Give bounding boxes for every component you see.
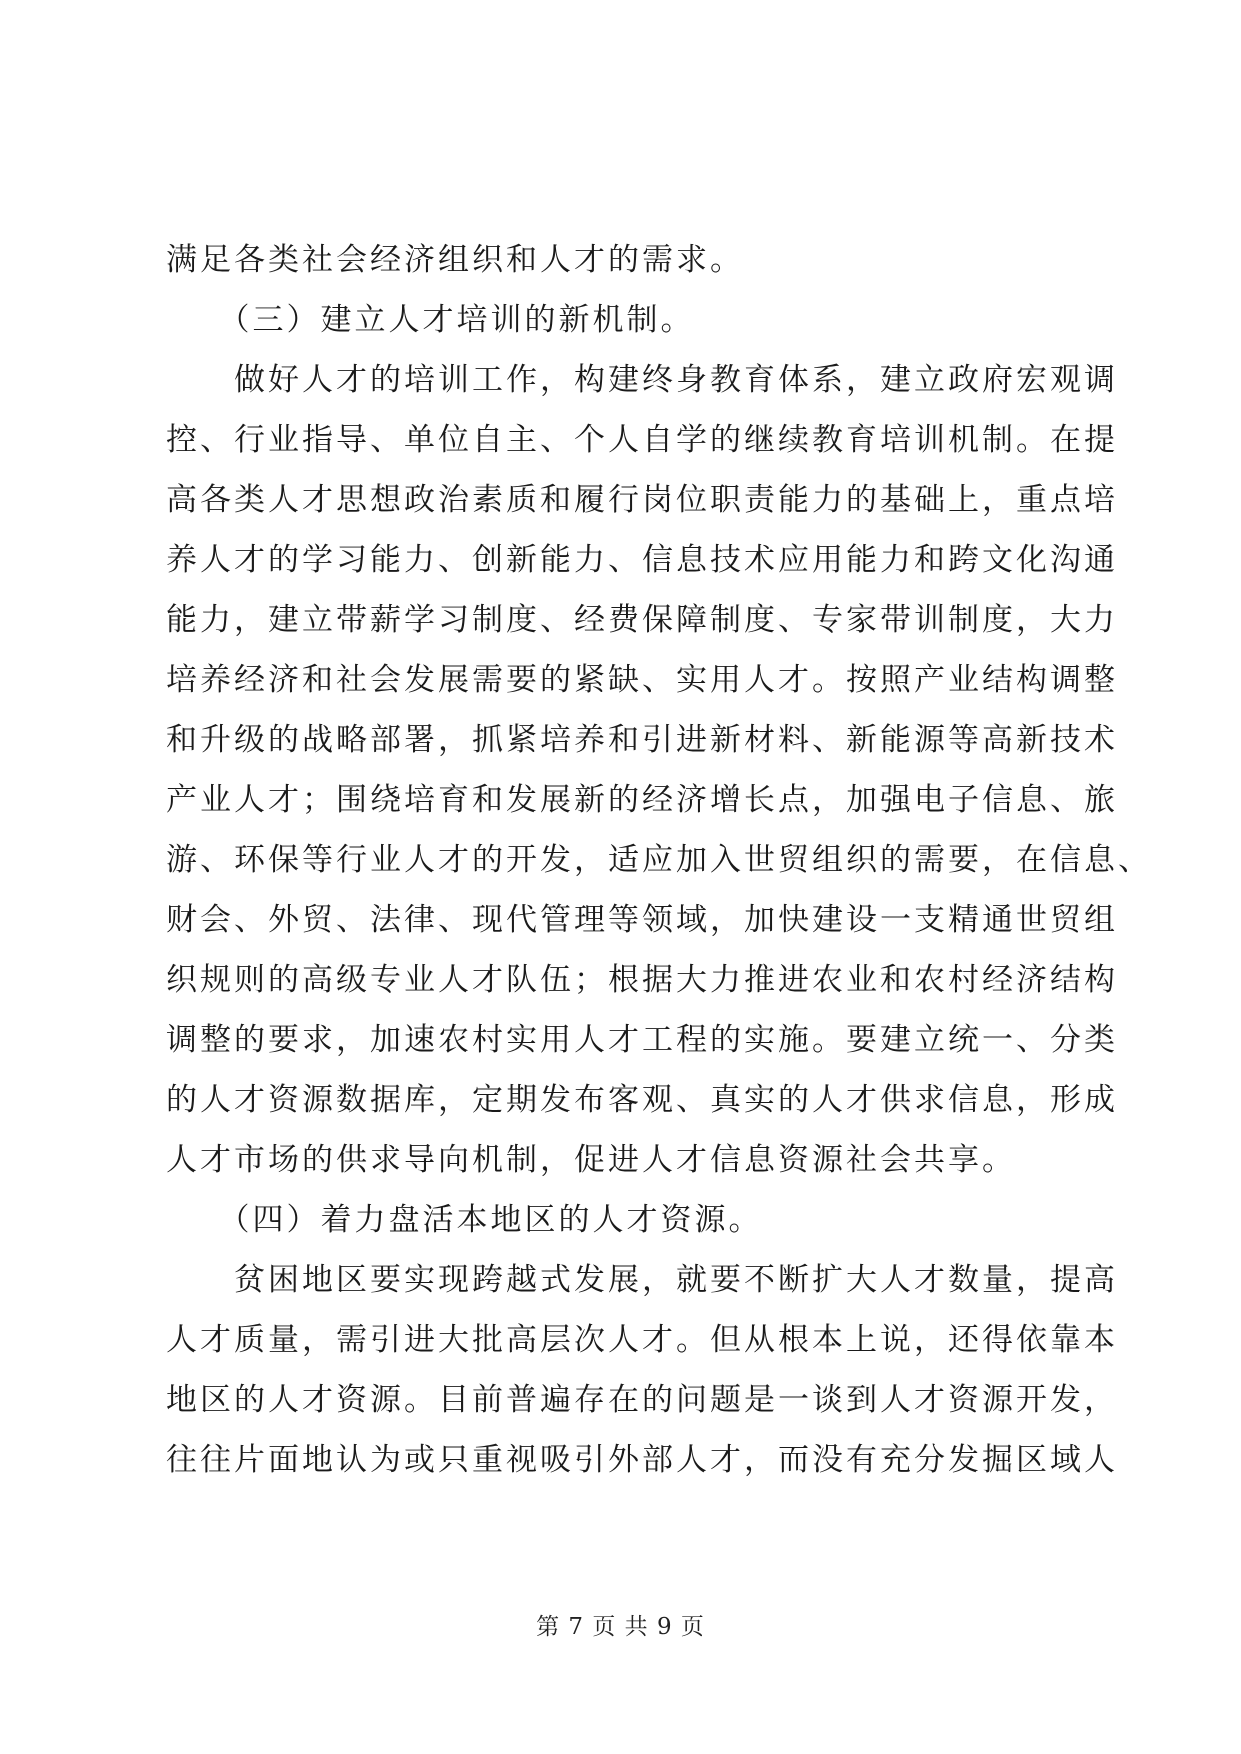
text-line: 往往片面地认为或只重视吸引外部人才，而没有充分发掘区域人 [166, 1442, 1118, 1478]
text-line: 财会、外贸、法律、现代管理等领域，加快建设一支精通世贸组 [166, 902, 1118, 938]
text-line: 满足各类社会经济组织和人才的需求。 [166, 242, 744, 278]
section-heading: （四）着力盘活本地区的人才资源。 [166, 1202, 763, 1238]
section-heading: （三）建立人才培训的新机制。 [166, 302, 695, 338]
page-number-footer: 第 7 页 共 9 页 [536, 1614, 705, 1640]
body-text [166, 230, 1152, 1490]
text-line: 游、环保等行业人才的开发，适应加入世贸组织的需要，在信息、 [166, 842, 1152, 878]
text-line: 人才质量，需引进大批高层次人才。但从根本上说，还得依靠本 [166, 1322, 1118, 1358]
text-line: 控、行业指导、单位自主、个人自学的继续教育培训机制。在提 [166, 422, 1118, 458]
text-line: 调整的要求，加速农村实用人才工程的实施。要建立统一、分类 [166, 1022, 1118, 1058]
text-line: 高各类人才思想政治素质和履行岗位职责能力的基础上，重点培 [166, 482, 1118, 518]
text-line: 地区的人才资源。目前普遍存在的问题是一谈到人才资源开发， [166, 1382, 1118, 1418]
text-line: 培养经济和社会发展需要的紧缺、实用人才。按照产业结构调整 [166, 662, 1118, 698]
text-line: 贫困地区要实现跨越式发展，就要不断扩大人才数量，提高 [166, 1262, 1118, 1298]
text-line: 做好人才的培训工作，构建终身教育体系，建立政府宏观调 [166, 362, 1118, 398]
text-line: 人才市场的供求导向机制，促进人才信息资源社会共享。 [166, 1142, 1016, 1178]
text-line: 养人才的学习能力、创新能力、信息技术应用能力和跨文化沟通 [166, 542, 1118, 578]
text-line: 和升级的战略部署，抓紧培养和引进新材料、新能源等高新技术 [166, 722, 1118, 758]
text-line: 能力，建立带薪学习制度、经费保障制度、专家带训制度，大力 [166, 602, 1118, 638]
text-line: 产业人才；围绕培育和发展新的经济增长点，加强电子信息、旅 [166, 782, 1118, 818]
text-line: 织规则的高级专业人才队伍；根据大力推进农业和农村经济结构 [166, 962, 1118, 998]
text-line: 的人才资源数据库，定期发布客观、真实的人才供求信息，形成 [166, 1082, 1118, 1118]
